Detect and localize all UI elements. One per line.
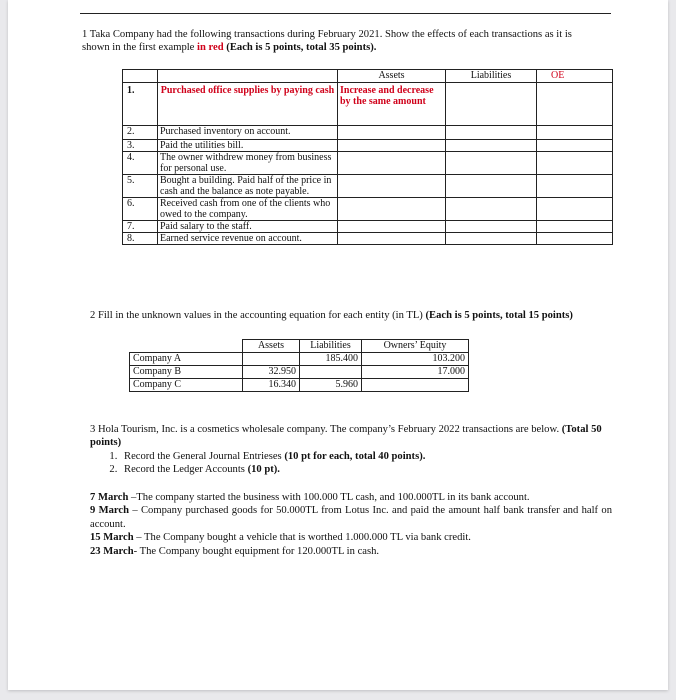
example-oe-cell[interactable] <box>537 83 613 126</box>
q2-points-text: (Each is 5 points, total 15 points) <box>425 310 573 321</box>
liabilities-header: Liabilities <box>446 70 537 83</box>
answer-cell[interactable] <box>446 175 537 198</box>
answer-cell[interactable] <box>537 126 613 140</box>
table-row: 8. Earned service revenue on account. <box>123 233 613 245</box>
answer-cell[interactable] <box>537 152 613 175</box>
question-3-intro <box>90 423 610 477</box>
table-row: Company A 185.400 103.200 <box>130 353 469 366</box>
answer-cell[interactable] <box>446 198 537 221</box>
example-description: Purchased office supplies by paying cash <box>158 83 338 126</box>
question-2-intro <box>90 309 610 322</box>
table-row-example: 1. Purchased office supplies by paying cash Increase and decrease by the same amount <box>123 83 613 126</box>
answer-cell[interactable] <box>537 198 613 221</box>
list-item: 1. Record the General Journal Entrieses (10 pt for each, total 40 points). <box>120 450 610 463</box>
answer-cell[interactable] <box>243 353 300 366</box>
transactions-list <box>90 491 612 558</box>
table-row: 3. Paid the utilities bill. <box>123 140 613 152</box>
answer-cell[interactable] <box>537 175 613 198</box>
answer-cell[interactable] <box>338 233 446 245</box>
liabilities-header: Liabilities <box>300 340 362 353</box>
answer-cell[interactable] <box>338 140 446 152</box>
transactions-effects-table <box>122 69 613 245</box>
example-assets-effect: Increase and decrease by the same amount <box>338 83 446 126</box>
table-row: 5. Bought a building. Paid half of the price in cash and the balance as note payable. <box>123 175 613 198</box>
answer-cell[interactable] <box>338 126 446 140</box>
answer-cell[interactable] <box>446 233 537 245</box>
oe-header: OE <box>537 70 613 83</box>
q2-intro-text: 2 Fill in the unknown values in the accounting equation for each entity (in TL) <box>90 310 423 321</box>
answer-cell[interactable] <box>362 379 469 392</box>
table-row: 6. Received cash from one of the clients who owed to the company. <box>123 198 613 221</box>
table-row: 7. Paid salary to the staff. <box>123 221 613 233</box>
answer-cell[interactable] <box>537 140 613 152</box>
q1-points-text: (Each is 5 points, total 35 points). <box>226 42 377 54</box>
assets-header: Assets <box>338 70 446 83</box>
list-item: 15 March – The Company bought a vehicle that is worthed 1.000.000 TL via bank credit. <box>90 532 471 544</box>
top-divider <box>80 13 611 14</box>
answer-cell[interactable] <box>537 221 613 233</box>
accounting-equation-table <box>129 339 469 392</box>
list-item: 23 March- The Company bought equipment for 120.000TL in cash. <box>90 545 380 557</box>
list-item: 2. Record the Ledger Accounts (10 pt). <box>120 463 610 476</box>
answer-cell[interactable] <box>338 221 446 233</box>
list-item: 9 March – Company purchased goods for 50.000TL from Lotus Inc. and paid the amount half bank transfer and half on account. <box>90 505 612 530</box>
question-1-intro <box>82 28 582 55</box>
answer-cell[interactable] <box>537 233 613 245</box>
answer-cell[interactable] <box>338 198 446 221</box>
table-row: 2. Purchased inventory on account. <box>123 126 613 140</box>
owners-equity-header: Owners’ Equity <box>362 340 469 353</box>
assets-header: Assets <box>243 340 300 353</box>
list-item: 7 March –The company started the business with 100.000 TL cash, and 100.000TL in its bank account. <box>90 492 530 503</box>
answer-cell[interactable] <box>446 221 537 233</box>
table-row: Company C 16.340 5.960 <box>130 379 469 392</box>
table-row: 4. The owner withdrew money from business for personal use. <box>123 152 613 175</box>
table-header-row <box>130 340 469 353</box>
answer-cell[interactable] <box>446 152 537 175</box>
answer-cell[interactable] <box>446 140 537 152</box>
q3-points-text: (Total 50 points) <box>90 424 602 449</box>
answer-cell[interactable] <box>338 175 446 198</box>
q3-intro-text: 3 Hola Tourism, Inc. is a cosmetics wholesale company. The company’s February 2022 transactions are below. <box>90 424 560 435</box>
table-row: Company B 32.950 17.000 <box>130 366 469 379</box>
table-header-row <box>123 70 613 83</box>
answer-cell[interactable] <box>338 152 446 175</box>
example-liabilities-cell[interactable] <box>446 83 537 126</box>
q1-intro-text: 1 Taka Company had the following transactions during February 2021. Show the effects of each transactions as it is shown in the first example <box>82 29 572 54</box>
q1-in-red-text: in red <box>197 42 224 54</box>
answer-cell[interactable] <box>300 366 362 379</box>
q3-task-list <box>90 450 610 477</box>
answer-cell[interactable] <box>446 126 537 140</box>
